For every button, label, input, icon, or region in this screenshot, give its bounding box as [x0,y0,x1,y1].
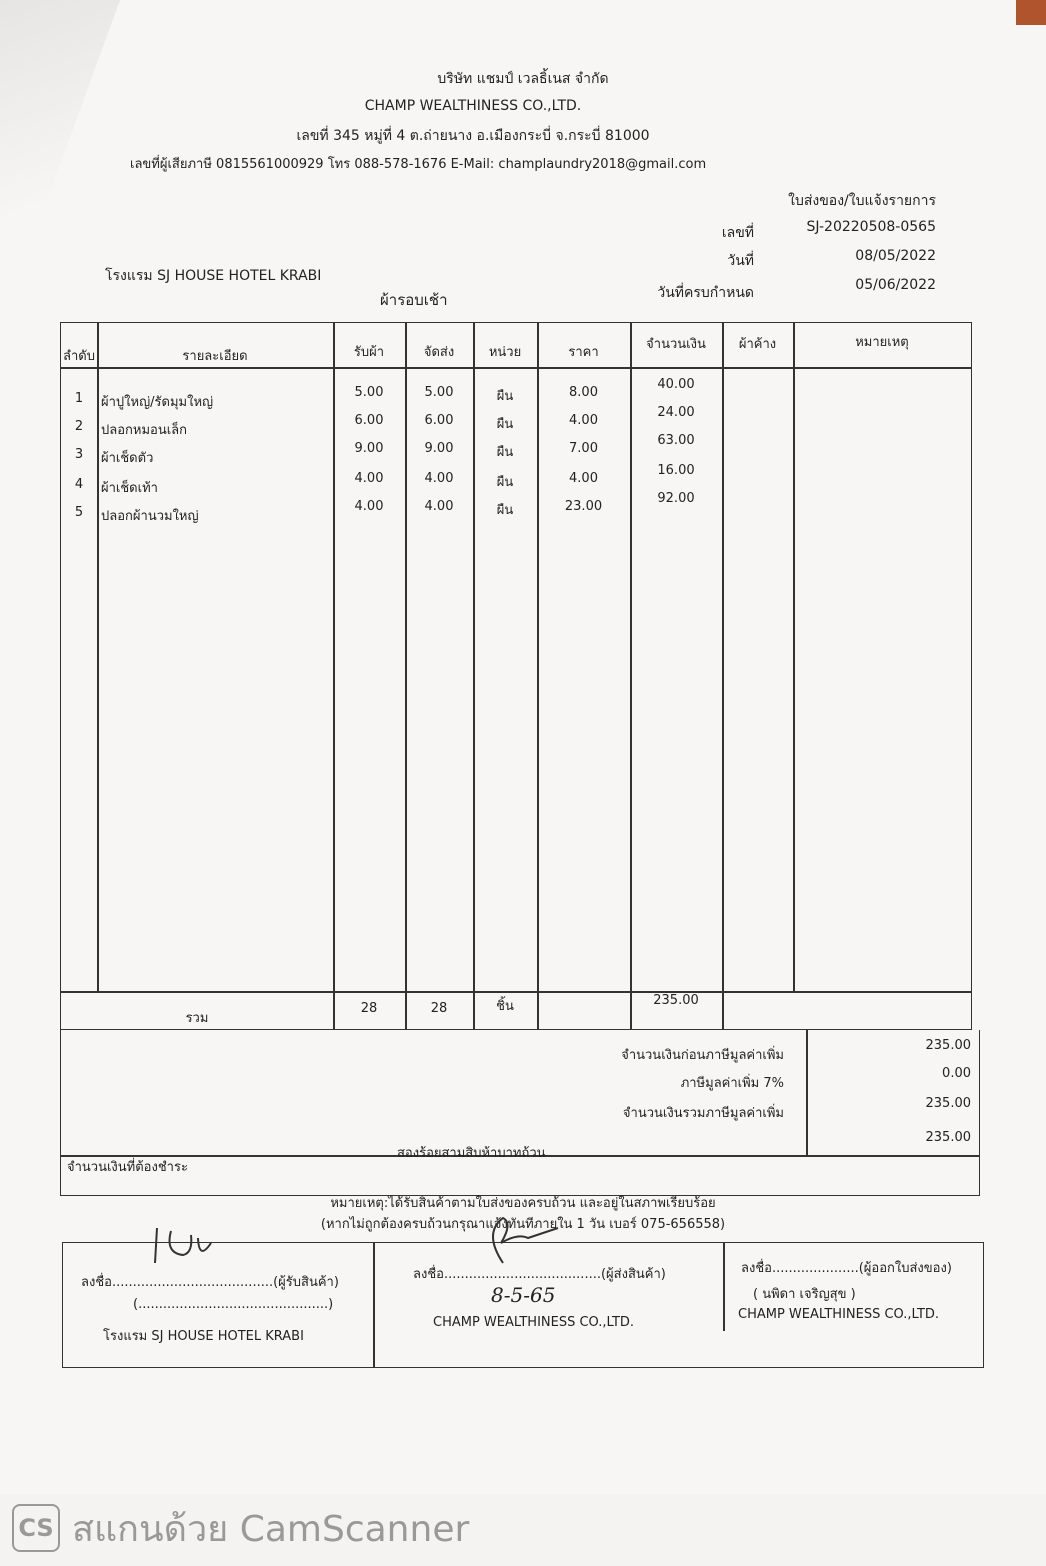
header-received: รับผ้า [353,345,385,360]
row-recv: 6.00 [354,413,384,428]
row-desc: ผ้าปูใหญ่/รัดมุมใหญ่ [101,395,214,410]
row-amount: 63.00 [657,433,695,448]
row-desc: ผ้าเช็ดตัว [101,451,154,466]
company-contact: เลขที่ผู้เสียภาษี 0815561000929 โทร 088-578-1676 E-Mail: champlaundry2018@gmail.com [130,157,707,172]
camscanner-logo: CS [12,1504,60,1552]
row-no: 4 [74,477,84,492]
total-received: 28 [360,1001,378,1016]
total-label: รวม [185,1011,209,1026]
company-name-th: บริษัท แชมป์ เวลธิ้เนส จำกัด [437,71,609,87]
row-price: 8.00 [569,385,598,400]
doc-due: 05/06/2022 [855,277,936,293]
row-recv: 4.00 [354,471,384,486]
doc-date-label: วันที่ [727,253,754,269]
doc-date: 08/05/2022 [855,248,936,264]
row-price: 23.00 [564,499,603,514]
issuer-org: CHAMP WEALTHINESS CO.,LTD. [738,1307,940,1322]
row-sent: 9.00 [424,441,454,456]
row-unit: ผืน [496,475,514,490]
header-remarks: หมายเหตุ [855,335,909,350]
doc-no: SJ-20220508-0565 [806,219,936,235]
row-unit: ผืน [496,389,514,404]
receiver-org: โรงแรม SJ HOUSE HOTEL KRABI [103,1329,304,1344]
payable-value: 235.00 [925,1130,971,1145]
row-recv: 5.00 [354,385,384,400]
with-vat-label: จำนวนเงินรวมภาษีมูลค่าเพิ่ม [622,1106,784,1121]
handwritten-date: 8-5-65 [491,1283,556,1307]
row-no: 2 [74,419,84,434]
vat-value: 0.00 [942,1066,971,1081]
doc-type: ใบส่งของ/ใบแจ้งรายการ [788,193,936,209]
row-sent: 4.00 [424,499,454,514]
row-unit: ผืน [496,503,514,518]
receiver-sign-line: ลงชื่อ.......................................(ผู้รับสินค้า) [81,1275,339,1290]
header-no: ลำดับ [63,349,95,364]
doc-due-label: วันที่ครบกำหนด [657,285,754,301]
row-price: 7.00 [569,441,598,456]
doc-subtitle: ผ้ารอบเช้า [380,291,448,309]
row-sent: 6.00 [424,413,454,428]
header-price: ราคา [568,345,599,360]
customer-name: โรงแรม SJ HOUSE HOTEL KRABI [105,268,322,284]
camscanner-text: สแกนด้วย CamScanner [72,1509,470,1550]
header-desc: รายละเอียด [182,349,248,364]
row-amount: 24.00 [657,405,695,420]
row-no: 3 [74,447,84,462]
row-price: 4.00 [569,413,598,428]
total-unit: ชิ้น [496,999,514,1014]
before-vat-value: 235.00 [925,1038,971,1053]
row-unit: ผืน [496,445,514,460]
row-amount: 40.00 [657,377,695,392]
header-amount: จำนวนเงิน [646,337,706,352]
header-unit: หน่วย [488,345,522,360]
row-unit: ผืน [496,417,514,432]
issuer-sign-line: ลงชื่อ.....................(ผู้ออกใบส่งของ) [741,1261,952,1276]
company-name-en: CHAMP WEALTHINESS CO.,LTD. [364,98,582,114]
row-no: 1 [74,391,84,406]
row-amount: 16.00 [657,463,695,478]
with-vat-value: 235.00 [925,1096,971,1111]
row-amount: 92.00 [657,491,695,506]
row-desc: ปลอกหมอนเล็ก [101,423,188,438]
summary-box [60,1030,980,1196]
row-recv: 4.00 [354,499,384,514]
row-recv: 9.00 [354,441,384,456]
row-desc: ผ้าเช็ดเท้า [101,481,158,496]
payable-words: สองร้อยสามสิบห้าบาทถ้วน [397,1146,546,1161]
receiver-name-paren: (..............................................) [133,1297,334,1312]
vat-label: ภาษีมูลค่าเพิ่ม 7% [680,1076,784,1091]
before-vat-label: จำนวนเงินก่อนภาษีมูลค่าเพิ่ม [621,1048,784,1063]
header-sent: จัดส่ง [423,345,455,360]
header-pending: ผ้าค้าง [738,337,777,352]
row-sent: 5.00 [424,385,454,400]
sender-sign-line: ลงชื่อ......................................(ผู้ส่งสินค้า) [413,1267,666,1282]
receiver-signature [143,1223,223,1273]
row-desc: ปลอกผ้านวมใหญ่ [101,509,199,524]
company-address: เลขที่ 345 หมู่ที่ 4 ต.ถ่ายนาง อ.เมืองกระบี่ จ.กระบี่ 81000 [296,128,650,144]
row-price: 4.00 [569,471,598,486]
total-amount: 235.00 [653,993,699,1008]
signature-box [62,1242,984,1368]
sender-org: CHAMP WEALTHINESS CO.,LTD. [433,1315,635,1330]
items-table [60,322,972,1030]
total-sent: 28 [430,1001,448,1016]
payable-label: จำนวนเงินที่ต้องชำระ [67,1160,188,1175]
note-line-2: (หากไม่ถูกต้องครบถ้วนกรุณาแจ้งทันทีภายใน 1 วัน เบอร์ 075-656558) [320,1217,726,1232]
row-sent: 4.00 [424,471,454,486]
doc-no-label: เลขที่ [721,225,754,241]
background-corner [1016,0,1046,25]
issuer-name: ( นพิดา เจริญสุข ) [753,1287,856,1302]
note-line-1: หมายเหตุ:ได้รับสินค้าตามใบส่งของครบถ้วน และอยู่ในสภาพเรียบร้อย [330,1196,716,1211]
sender-signature [473,1213,563,1273]
row-no: 5 [74,505,84,520]
